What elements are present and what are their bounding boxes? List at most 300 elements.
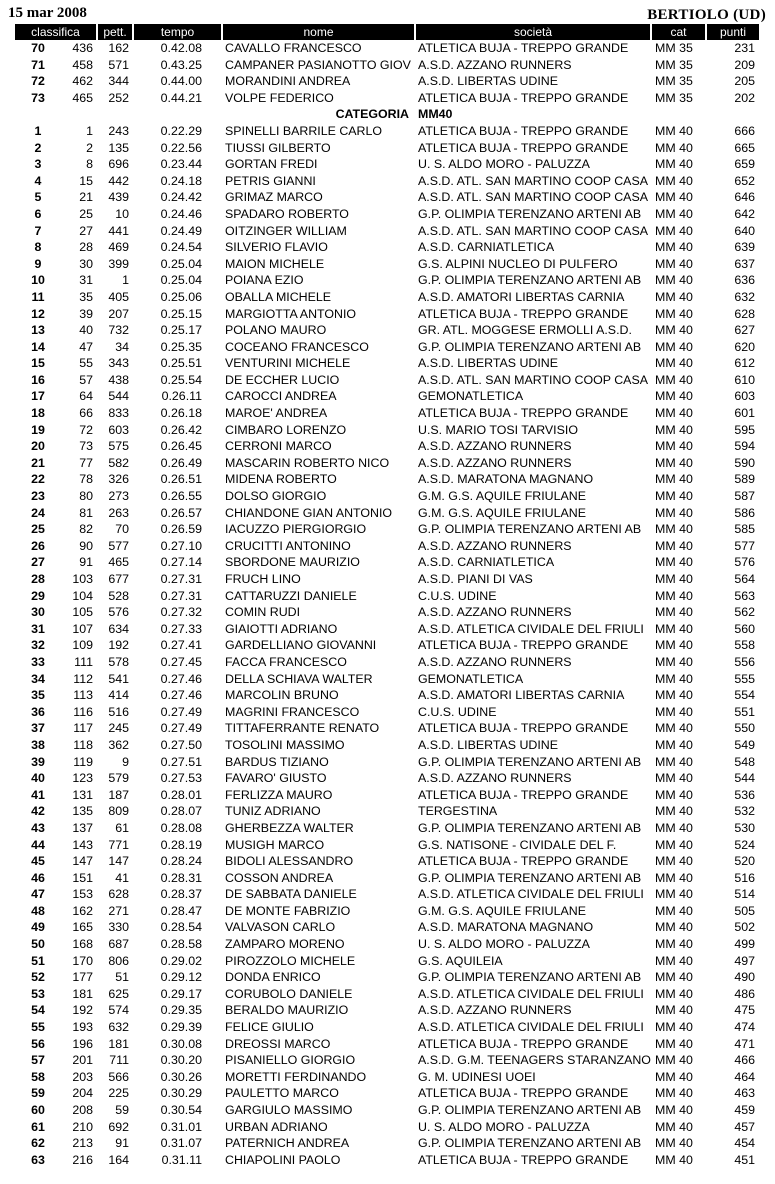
cell-category: MM 40: [655, 1086, 693, 1101]
cell-time: 0.43.25: [160, 57, 202, 72]
cell-bib: 516: [108, 704, 129, 719]
cell-category: MM 40: [655, 372, 693, 387]
cell-overall-rank: 112: [73, 671, 93, 686]
cell-name: COSSON ANDREA: [225, 870, 334, 885]
cell-category: MM 35: [655, 90, 693, 105]
cell-points: 665: [734, 140, 755, 155]
cell-category: MM 40: [655, 721, 693, 736]
cell-position: 37: [31, 721, 45, 736]
cell-time: 0.26.45: [160, 439, 202, 454]
cell-bib: 574: [108, 1003, 129, 1018]
cell-category: MM 40: [655, 173, 693, 188]
cell-time: 0.44.21: [160, 90, 202, 105]
cell-category: MM 40: [655, 870, 693, 885]
cell-team: A.S.D. AZZANO RUNNERS: [418, 439, 572, 454]
cell-name: FAVARO' GIUSTO: [225, 771, 327, 786]
column-header-cat: cat: [651, 24, 706, 40]
cell-bib: 263: [108, 505, 129, 520]
cell-time: 0.30.54: [160, 1103, 202, 1117]
cell-category: MM 40: [655, 157, 693, 172]
cell-overall-rank: 117: [73, 721, 93, 736]
cell-category: MM 35: [655, 41, 693, 55]
table-row: [15, 140, 759, 157]
table-row: [15, 1069, 759, 1086]
table-row: [15, 936, 759, 953]
cell-points: 505: [734, 903, 755, 918]
cell-name: DONDA ENRICO: [225, 970, 321, 985]
cell-points: 550: [734, 721, 755, 736]
cell-team: GR. ATL. MOGGESE ERMOLLI A.S.D.: [418, 323, 632, 338]
cell-overall-rank: 210: [72, 1119, 93, 1134]
cell-team: ATLETICA BUJA - TREPPO GRANDE: [418, 1036, 629, 1051]
cell-position: 35: [31, 688, 45, 703]
cell-name: PISANIELLO GIORGIO: [225, 1053, 356, 1068]
cell-position: 58: [31, 1069, 45, 1084]
table-row: [15, 388, 759, 405]
cell-team: A.S.D. ATL. SAN MARTINO COOP CASA: [418, 223, 648, 238]
cell-position: 59: [31, 1086, 45, 1101]
cell-points: 530: [734, 820, 755, 835]
cell-bib: 687: [108, 937, 129, 952]
cell-category: MM 40: [655, 986, 693, 1001]
cell-overall-rank: 193: [72, 1020, 93, 1035]
cell-category: MM 40: [655, 472, 693, 487]
cell-category: MM 40: [655, 1036, 693, 1051]
cell-time: 0.28.31: [160, 870, 202, 885]
table-row: [15, 73, 759, 90]
cell-category: MM 40: [655, 887, 693, 902]
cell-overall-rank: 66: [79, 406, 93, 421]
cell-points: 516: [734, 870, 755, 885]
cell-position: 7: [34, 223, 42, 238]
cell-position: 49: [31, 920, 45, 935]
cell-time: 0.26.42: [160, 422, 202, 437]
cell-name: DREOSSI MARCO: [225, 1036, 331, 1051]
cell-position: 8: [34, 240, 42, 255]
cell-team: A.S.D. ATLETICA CIVIDALE DEL FRIULI: [418, 621, 644, 636]
cell-name: SBORDONE MAURIZIO: [225, 555, 360, 570]
cell-bib: 603: [108, 422, 129, 437]
cell-team: A.S.D. CARNIATLETICA: [418, 240, 555, 255]
cell-name: MASCARIN ROBERTO NICO: [225, 455, 390, 470]
table-row: [15, 588, 759, 605]
cell-category: MM 35: [655, 57, 693, 72]
cell-name: DE ECCHER LUCIO: [225, 372, 340, 387]
cell-position: 43: [31, 820, 45, 835]
cell-overall-rank: 181: [72, 986, 93, 1001]
cell-time: 0.28.54: [160, 920, 202, 935]
cell-category: MM 40: [655, 223, 693, 238]
cell-name: MAGRINI FRANCESCO: [225, 704, 360, 719]
cell-team: A.S.D. AZZANO RUNNERS: [418, 605, 572, 620]
table-row: [15, 886, 759, 903]
table-row: [15, 986, 759, 1003]
cell-points: 475: [734, 1003, 755, 1018]
cell-time: 0.28.58: [160, 937, 202, 952]
table-row: [15, 1119, 759, 1136]
table-row: [15, 1052, 759, 1069]
cell-category: MM 40: [655, 621, 693, 636]
cell-bib: 582: [108, 455, 129, 470]
cell-points: 554: [734, 688, 755, 703]
cell-overall-rank: 143: [72, 837, 93, 852]
cell-name: MORETTI FERDINANDO: [225, 1069, 367, 1084]
cell-time: 0.27.31: [160, 572, 202, 586]
cell-time: 0.27.14: [160, 555, 202, 570]
table-row: [15, 355, 759, 372]
cell-name: CIMBARO LORENZO: [225, 422, 347, 437]
cell-category: MM 40: [655, 339, 693, 354]
cell-time: 0.29.39: [160, 1020, 202, 1035]
cell-name: FERLIZZA MAURO: [225, 787, 333, 802]
cell-bib: 225: [108, 1086, 129, 1101]
column-header-societa: società: [415, 24, 651, 40]
cell-position: 31: [31, 621, 45, 636]
table-row: [15, 405, 759, 422]
cell-points: 451: [734, 1152, 755, 1167]
cell-category: MM 40: [655, 671, 693, 686]
cell-team: A.S.D. AZZANO RUNNERS: [418, 771, 572, 786]
cell-time: 0.27.33: [160, 621, 202, 636]
cell-points: 202: [734, 90, 755, 105]
cell-category: MM 40: [655, 688, 693, 703]
cell-bib: 362: [108, 737, 129, 752]
cell-category: MM 40: [655, 323, 693, 338]
cell-overall-rank: 78: [79, 472, 93, 487]
cell-team: A.S.D. AZZANO RUNNERS: [418, 1003, 572, 1018]
cell-bib: 330: [108, 920, 129, 935]
cell-overall-rank: 213: [72, 1136, 93, 1151]
cell-position: 41: [31, 787, 45, 802]
cell-name: VOLPE FEDERICO: [225, 90, 334, 105]
cell-category: MM 40: [655, 771, 693, 786]
cell-position: 27: [31, 555, 45, 570]
cell-position: 52: [31, 970, 45, 985]
cell-category: MM 40: [655, 455, 693, 470]
cell-points: 536: [734, 787, 755, 802]
cell-team: A.S.D. ATLETICA CIVIDALE DEL FRIULI: [418, 1020, 644, 1035]
table-row: [15, 1085, 759, 1102]
table-row: [15, 837, 759, 854]
cell-overall-rank: 2: [86, 140, 93, 155]
cell-category: MM 40: [655, 970, 693, 985]
cell-overall-rank: 8: [86, 157, 93, 172]
empty-cell: [651, 106, 759, 123]
cell-name: MARGIOTTA ANTONIO: [225, 306, 357, 321]
cell-team: G.M. G.S. AQUILE FRIULANE: [418, 489, 586, 504]
cell-bib: 164: [108, 1152, 129, 1167]
cell-team: G.P. OLIMPIA TERENZANO ARTENI AB: [418, 1103, 642, 1117]
cell-category: MM 40: [655, 787, 693, 802]
table-row: [15, 538, 759, 555]
cell-name: CAMPANER PASIANOTTO GIOV: [225, 57, 411, 72]
cell-time: 0.24.49: [160, 223, 202, 238]
cell-position: 44: [31, 837, 45, 852]
cell-category: MM 40: [655, 273, 693, 288]
cell-overall-rank: 170: [72, 953, 93, 968]
cell-name: CAROCCI ANDREA: [225, 389, 337, 404]
cell-time: 0.25.54: [160, 372, 202, 387]
cell-time: 0.25.15: [160, 306, 202, 321]
cell-position: 12: [31, 306, 45, 321]
table-row: [15, 339, 759, 356]
cell-points: 642: [734, 206, 755, 221]
cell-overall-rank: 35: [79, 289, 93, 304]
cell-overall-rank: 107: [72, 621, 93, 636]
cell-overall-rank: 39: [79, 306, 93, 321]
cell-overall-rank: 162: [72, 903, 93, 918]
cell-overall-rank: 436: [72, 41, 93, 55]
cell-bib: 41: [115, 870, 129, 885]
cell-category: MM 40: [655, 638, 693, 653]
cell-category: MM 40: [655, 937, 693, 952]
cell-team: A.S.D. ATLETICA CIVIDALE DEL FRIULI: [418, 887, 644, 902]
cell-time: 0.25.35: [160, 339, 202, 354]
cell-name: COCEANO FRANCESCO: [225, 339, 369, 354]
cell-bib: 577: [108, 538, 129, 553]
cell-overall-rank: 73: [79, 439, 93, 454]
table-row: [15, 671, 759, 688]
cell-overall-rank: 15: [79, 173, 93, 188]
cell-points: 555: [734, 671, 755, 686]
cell-overall-rank: 81: [79, 505, 93, 520]
cell-overall-rank: 118: [73, 737, 93, 752]
cell-points: 586: [734, 505, 755, 520]
cell-bib: 192: [108, 638, 129, 653]
cell-category: MM 40: [655, 654, 693, 669]
cell-points: 637: [734, 256, 755, 271]
cell-name: PAULETTO MARCO: [225, 1086, 339, 1101]
cell-team: G. M. UDINESI UOEI: [418, 1069, 536, 1084]
cell-overall-rank: 91: [79, 555, 93, 570]
cell-time: 0.24.42: [160, 190, 202, 205]
cell-category: MM 40: [655, 588, 693, 603]
cell-position: 62: [31, 1136, 45, 1151]
cell-bib: 465: [108, 555, 129, 570]
cell-bib: 692: [108, 1119, 129, 1134]
table-row: [15, 919, 759, 936]
cell-overall-rank: 30: [79, 256, 93, 271]
cell-position: 38: [31, 737, 45, 752]
cell-category: MM 40: [655, 240, 693, 255]
table-row: [15, 272, 759, 289]
table-row: [15, 1019, 759, 1036]
cell-position: 1: [34, 123, 42, 138]
table-row: [15, 256, 759, 273]
cell-name: COMIN RUDI: [225, 605, 301, 620]
cell-bib: 439: [108, 190, 129, 205]
cell-team: G.P. OLIMPIA TERENZANO ARTENI AB: [418, 820, 642, 835]
table-row: [15, 737, 759, 754]
cell-name: FELICE GIULIO: [225, 1020, 314, 1035]
cell-overall-rank: 192: [72, 1003, 93, 1018]
cell-position: 34: [31, 671, 45, 686]
cell-category: MM 40: [655, 123, 693, 138]
cell-category: MM 40: [655, 289, 693, 304]
cell-time: 0.23.44: [160, 157, 202, 172]
table-row: [15, 156, 759, 173]
cell-time: 0.24.46: [160, 206, 202, 221]
cell-bib: 528: [108, 588, 129, 603]
cell-points: 457: [734, 1119, 755, 1134]
cell-points: 576: [734, 555, 755, 570]
cell-points: 205: [734, 74, 755, 89]
cell-bib: 10: [115, 206, 129, 221]
cell-position: 15: [31, 356, 45, 371]
cell-points: 666: [734, 123, 755, 138]
cell-time: 0.27.41: [160, 638, 202, 653]
cell-name: PIROZZOLO MICHELE: [225, 953, 356, 968]
cell-category: MM 40: [655, 704, 693, 719]
results-table: [15, 24, 759, 1168]
cell-overall-rank: 72: [79, 422, 93, 437]
cell-overall-rank: 216: [72, 1152, 93, 1167]
cell-points: 459: [734, 1103, 755, 1117]
cell-overall-rank: 462: [72, 74, 93, 89]
cell-team: U. S. ALDO MORO - PALUZZA: [418, 1119, 590, 1134]
table-row: [15, 853, 759, 870]
cell-team: G.P. OLIMPIA TERENZANO ARTENI AB: [418, 870, 642, 885]
cell-team: A.S.D. ATL. SAN MARTINO COOP CASA: [418, 190, 648, 205]
cell-name: TOSOLINI MASSIMO: [225, 737, 345, 752]
cell-bib: 343: [108, 356, 129, 371]
cell-bib: 271: [108, 903, 129, 918]
table-row: [15, 438, 759, 455]
cell-points: 601: [734, 406, 755, 421]
cell-position: 48: [31, 903, 45, 918]
cell-name: CAVALLO FRANCESCO: [225, 41, 362, 55]
cell-points: 627: [734, 323, 755, 338]
cell-team: U. S. ALDO MORO - PALUZZA: [418, 937, 590, 952]
cell-name: VALVASON CARLO: [225, 920, 336, 935]
cell-category: MM 40: [655, 190, 693, 205]
cell-name: CORUBOLO DANIELE: [225, 986, 353, 1001]
cell-bib: 711: [109, 1053, 129, 1068]
cell-overall-rank: 28: [79, 240, 93, 255]
cell-time: 0.24.18: [160, 173, 202, 188]
cell-category: MM 40: [655, 1152, 693, 1167]
cell-time: 0.22.29: [160, 123, 202, 138]
table-row: [15, 322, 759, 339]
cell-time: 0.29.02: [160, 953, 202, 968]
cell-name: MIDENA ROBERTO: [225, 472, 337, 487]
table-row: [15, 239, 759, 256]
cell-time: 0.28.19: [160, 837, 202, 852]
cell-name: OBALLA MICHELE: [225, 289, 332, 304]
cell-time: 0.31.07: [160, 1136, 202, 1151]
cell-overall-rank: 31: [79, 273, 93, 288]
cell-bib: 61: [115, 820, 129, 835]
table-row: [15, 604, 759, 621]
cell-time: 0.22.56: [160, 140, 202, 155]
cell-time: 0.44.00: [160, 74, 202, 89]
cell-name: TITTAFERRANTE RENATO: [225, 721, 380, 736]
cell-time: 0.27.49: [160, 704, 202, 719]
cell-time: 0.27.46: [160, 671, 202, 686]
cell-team: A.S.D. CARNIATLETICA: [418, 555, 555, 570]
cell-time: 0.27.53: [160, 771, 202, 786]
cell-bib: 541: [108, 671, 129, 686]
table-row: [15, 720, 759, 737]
cell-time: 0.27.51: [160, 754, 202, 769]
column-header-punti: punti: [706, 24, 759, 40]
cell-team: A.S.D. ATL. SAN MARTINO COOP CASA: [418, 173, 648, 188]
cell-position: 71: [31, 57, 45, 72]
cell-bib: 833: [108, 406, 129, 421]
cell-name: GRIMAZ MARCO: [225, 190, 323, 205]
cell-overall-rank: 147: [72, 854, 93, 869]
cell-points: 549: [734, 737, 755, 752]
cell-overall-rank: 82: [79, 522, 93, 537]
cell-team: ATLETICA BUJA - TREPPO GRANDE: [418, 41, 629, 55]
cell-position: 50: [31, 937, 45, 952]
cell-team: GEMONATLETICA: [418, 389, 524, 404]
cell-name: CRUCITTI ANTONINO: [225, 538, 351, 553]
cell-team: TERGESTINA: [418, 804, 498, 819]
cell-position: 42: [31, 804, 45, 819]
race-location: BERTIOLO (UD): [647, 7, 766, 23]
cell-position: 24: [31, 505, 45, 520]
cell-overall-rank: 57: [79, 372, 93, 387]
cell-bib: 625: [108, 986, 129, 1001]
cell-time: 0.25.06: [160, 289, 202, 304]
cell-bib: 34: [115, 339, 129, 354]
cell-bib: 70: [115, 522, 129, 537]
cell-points: 497: [734, 953, 755, 968]
cell-bib: 414: [108, 688, 129, 703]
cell-overall-rank: 105: [72, 605, 93, 620]
cell-time: 0.27.31: [160, 588, 202, 603]
cell-name: BERALDO MAURIZIO: [225, 1003, 349, 1018]
cell-time: 0.26.11: [161, 389, 202, 404]
cell-bib: 677: [108, 572, 129, 586]
cell-team: A.S.D. AMATORI LIBERTAS CARNIA: [418, 289, 625, 304]
cell-overall-rank: 151: [72, 870, 93, 885]
table-row: [15, 372, 759, 389]
cell-time: 0.26.51: [160, 472, 202, 487]
race-date: 15 mar 2008: [8, 5, 87, 21]
cell-position: 2: [34, 140, 42, 155]
cell-team: G.M. G.S. AQUILE FRIULANE: [418, 903, 586, 918]
cell-position: 72: [31, 74, 45, 89]
cell-name: CHIAPOLINI PAOLO: [225, 1152, 341, 1167]
cell-time: 0.27.50: [160, 737, 202, 752]
cell-category: MM 40: [655, 804, 693, 819]
table-row: [15, 422, 759, 439]
cell-category: MM 40: [655, 854, 693, 869]
cell-points: 466: [734, 1053, 755, 1068]
cell-bib: 441: [108, 223, 129, 238]
cell-points: 589: [734, 472, 755, 487]
cell-overall-rank: 119: [73, 754, 93, 769]
cell-position: 19: [31, 422, 45, 437]
cell-bib: 344: [108, 74, 129, 89]
cell-points: 474: [734, 1020, 755, 1035]
cell-name: GARGIULO MASSIMO: [225, 1103, 353, 1117]
cell-name: MUSIGH MARCO: [225, 837, 325, 852]
cell-bib: 571: [108, 57, 129, 72]
cell-points: 486: [734, 986, 755, 1001]
cell-bib: 1: [122, 273, 129, 288]
cell-position: 4: [34, 173, 42, 188]
cell-position: 55: [31, 1020, 45, 1035]
cell-bib: 579: [108, 771, 129, 786]
cell-bib: 442: [108, 173, 129, 188]
cell-bib: 809: [108, 804, 129, 819]
cell-position: 26: [31, 538, 45, 553]
cell-points: 514: [734, 887, 755, 902]
cell-time: 0.27.49: [160, 721, 202, 736]
